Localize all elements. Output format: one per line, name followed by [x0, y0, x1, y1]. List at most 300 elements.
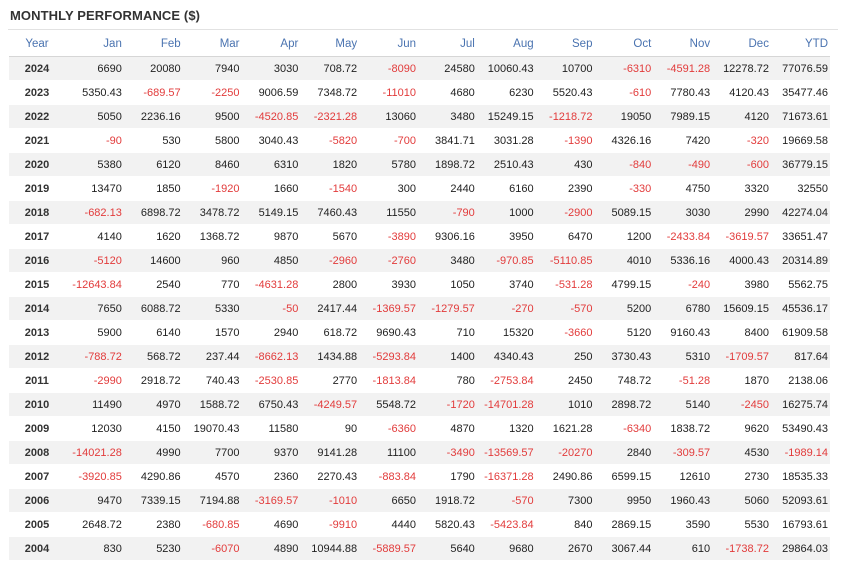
- month-value-cell: 6088.72: [124, 297, 183, 321]
- month-value-cell: 3320: [712, 177, 771, 201]
- month-value-cell: 7339.15: [124, 489, 183, 513]
- month-value-cell: -1010: [300, 489, 359, 513]
- month-value-cell: 4140: [65, 225, 124, 249]
- ytd-cell: 45536.17: [771, 297, 830, 321]
- month-value-cell: 2380: [124, 513, 183, 537]
- month-value-cell: 3030: [242, 57, 301, 81]
- month-value-cell: -6070: [183, 537, 242, 561]
- month-value-cell: 2840: [594, 441, 653, 465]
- column-header-nov: Nov: [653, 32, 712, 57]
- month-value-cell: -90: [65, 129, 124, 153]
- column-header-jul: Jul: [418, 32, 477, 57]
- column-header-jan: Jan: [65, 32, 124, 57]
- month-value-cell: -610: [594, 81, 653, 105]
- month-value-cell: 4340.43: [477, 345, 536, 369]
- month-value-cell: 2670: [536, 537, 595, 561]
- month-value-cell: 11100: [359, 441, 418, 465]
- month-value-cell: 7348.72: [300, 81, 359, 105]
- month-value-cell: -2960: [300, 249, 359, 273]
- month-value-cell: -2760: [359, 249, 418, 273]
- month-value-cell: 3740: [477, 273, 536, 297]
- month-value-cell: -4520.85: [242, 105, 301, 129]
- table-row: [9, 369, 830, 393]
- month-value-cell: -1390: [536, 129, 595, 153]
- month-value-cell: -270: [477, 297, 536, 321]
- month-value-cell: 4120: [712, 105, 771, 129]
- month-value-cell: -1709.57: [712, 345, 771, 369]
- month-value-cell: 7989.15: [653, 105, 712, 129]
- ytd-cell: 817.64: [771, 345, 830, 369]
- ytd-cell: 5562.75: [771, 273, 830, 297]
- month-value-cell: -5293.84: [359, 345, 418, 369]
- column-header-feb: Feb: [124, 32, 183, 57]
- year-cell: 2004: [9, 537, 65, 561]
- month-value-cell: 9306.16: [418, 225, 477, 249]
- month-value-cell: 19070.43: [183, 417, 242, 441]
- ytd-cell: 16793.61: [771, 513, 830, 537]
- month-value-cell: 5120: [594, 321, 653, 345]
- year-cell: 2005: [9, 513, 65, 537]
- month-value-cell: 2417.44: [300, 297, 359, 321]
- month-value-cell: 530: [124, 129, 183, 153]
- table-row: [9, 57, 830, 81]
- month-value-cell: -790: [418, 201, 477, 225]
- year-cell: 2020: [9, 153, 65, 177]
- table-row: [9, 393, 830, 417]
- month-value-cell: 1570: [183, 321, 242, 345]
- month-value-cell: -2530.85: [242, 369, 301, 393]
- month-value-cell: -11010: [359, 81, 418, 105]
- month-value-cell: 2918.72: [124, 369, 183, 393]
- month-value-cell: -6340: [594, 417, 653, 441]
- month-value-cell: 9160.43: [653, 321, 712, 345]
- ytd-cell: 77076.59: [771, 57, 830, 81]
- month-value-cell: 9620: [712, 417, 771, 441]
- month-value-cell: -1218.72: [536, 105, 595, 129]
- month-value-cell: 1320: [477, 417, 536, 441]
- month-value-cell: 4120.43: [712, 81, 771, 105]
- month-value-cell: -531.28: [536, 273, 595, 297]
- month-value-cell: 3930: [359, 273, 418, 297]
- table-row: [9, 297, 830, 321]
- month-value-cell: 1790: [418, 465, 477, 489]
- month-value-cell: 7460.43: [300, 201, 359, 225]
- ytd-cell: 19669.58: [771, 129, 830, 153]
- table-row: [9, 273, 830, 297]
- month-value-cell: 1918.72: [418, 489, 477, 513]
- month-value-cell: -883.84: [359, 465, 418, 489]
- month-value-cell: -2450: [712, 393, 771, 417]
- month-value-cell: 840: [536, 513, 595, 537]
- month-value-cell: 1850: [124, 177, 183, 201]
- ytd-cell: 71673.61: [771, 105, 830, 129]
- table-row: [9, 201, 830, 225]
- ytd-cell: 36779.15: [771, 153, 830, 177]
- month-value-cell: -330: [594, 177, 653, 201]
- month-value-cell: 10944.88: [300, 537, 359, 561]
- month-value-cell: 430: [536, 153, 595, 177]
- month-value-cell: -320: [712, 129, 771, 153]
- table-row: [9, 489, 830, 513]
- column-header-apr: Apr: [242, 32, 301, 57]
- month-value-cell: 2440: [418, 177, 477, 201]
- month-value-cell: -2433.84: [653, 225, 712, 249]
- month-value-cell: 2940: [242, 321, 301, 345]
- ytd-cell: 33651.47: [771, 225, 830, 249]
- month-value-cell: -2990: [65, 369, 124, 393]
- table-row: [9, 345, 830, 369]
- month-value-cell: 11550: [359, 201, 418, 225]
- month-value-cell: 4970: [124, 393, 183, 417]
- month-value-cell: -5423.84: [477, 513, 536, 537]
- month-value-cell: 6230: [477, 81, 536, 105]
- month-value-cell: 1200: [594, 225, 653, 249]
- month-value-cell: 5640: [418, 537, 477, 561]
- month-value-cell: -3920.85: [65, 465, 124, 489]
- month-value-cell: 1000: [477, 201, 536, 225]
- table-row: [9, 537, 830, 561]
- table-row: [9, 105, 830, 129]
- month-value-cell: -3619.57: [712, 225, 771, 249]
- month-value-cell: 6690: [65, 57, 124, 81]
- month-value-cell: -13569.57: [477, 441, 536, 465]
- month-value-cell: 10060.43: [477, 57, 536, 81]
- month-value-cell: 3480: [418, 249, 477, 273]
- month-value-cell: -1540: [300, 177, 359, 201]
- month-value-cell: 4850: [242, 249, 301, 273]
- month-value-cell: 2770: [300, 369, 359, 393]
- month-value-cell: 9006.59: [242, 81, 301, 105]
- table-row: [9, 321, 830, 345]
- month-value-cell: 5350.43: [65, 81, 124, 105]
- month-value-cell: 7940: [183, 57, 242, 81]
- column-header-sep: Sep: [536, 32, 595, 57]
- month-value-cell: -1738.72: [712, 537, 771, 561]
- month-value-cell: 10700: [536, 57, 595, 81]
- month-value-cell: 2236.16: [124, 105, 183, 129]
- column-header-year: Year: [9, 32, 65, 57]
- month-value-cell: -5120: [65, 249, 124, 273]
- month-value-cell: 740.43: [183, 369, 242, 393]
- year-cell: 2009: [9, 417, 65, 441]
- month-value-cell: 1838.72: [653, 417, 712, 441]
- month-value-cell: -6310: [594, 57, 653, 81]
- month-value-cell: 300: [359, 177, 418, 201]
- month-value-cell: 3730.43: [594, 345, 653, 369]
- month-value-cell: 3030: [653, 201, 712, 225]
- month-value-cell: -4591.28: [653, 57, 712, 81]
- year-cell: 2010: [9, 393, 65, 417]
- month-value-cell: 9500: [183, 105, 242, 129]
- month-value-cell: 4890: [242, 537, 301, 561]
- year-cell: 2024: [9, 57, 65, 81]
- month-value-cell: 12278.72: [712, 57, 771, 81]
- month-value-cell: -1920: [183, 177, 242, 201]
- month-value-cell: 5089.15: [594, 201, 653, 225]
- month-value-cell: 4010: [594, 249, 653, 273]
- month-value-cell: 3590: [653, 513, 712, 537]
- month-value-cell: -600: [712, 153, 771, 177]
- month-value-cell: 960: [183, 249, 242, 273]
- month-value-cell: 1820: [300, 153, 359, 177]
- month-value-cell: 5140: [653, 393, 712, 417]
- month-value-cell: -570: [536, 297, 595, 321]
- year-cell: 2023: [9, 81, 65, 105]
- month-value-cell: -5889.57: [359, 537, 418, 561]
- month-value-cell: 11580: [242, 417, 301, 441]
- month-value-cell: 5548.72: [359, 393, 418, 417]
- month-value-cell: -2321.28: [300, 105, 359, 129]
- month-value-cell: 5060: [712, 489, 771, 513]
- ytd-cell: 32550: [771, 177, 830, 201]
- month-value-cell: 5310: [653, 345, 712, 369]
- panel-title: MONTHLY PERFORMANCE ($): [10, 8, 201, 23]
- month-value-cell: 1050: [418, 273, 477, 297]
- ytd-cell: 29864.03: [771, 537, 830, 561]
- year-cell: 2007: [9, 465, 65, 489]
- month-value-cell: -788.72: [65, 345, 124, 369]
- month-value-cell: -490: [653, 153, 712, 177]
- column-header-mar: Mar: [183, 32, 242, 57]
- month-value-cell: 7650: [65, 297, 124, 321]
- table-row: [9, 153, 830, 177]
- month-value-cell: 2730: [712, 465, 771, 489]
- month-value-cell: 9141.28: [300, 441, 359, 465]
- ytd-cell: -1989.14: [771, 441, 830, 465]
- month-value-cell: 2869.15: [594, 513, 653, 537]
- month-value-cell: 6160: [477, 177, 536, 201]
- month-value-cell: 5149.15: [242, 201, 301, 225]
- month-value-cell: 14600: [124, 249, 183, 273]
- month-value-cell: 2540: [124, 273, 183, 297]
- month-value-cell: -3660: [536, 321, 595, 345]
- month-value-cell: 2270.43: [300, 465, 359, 489]
- ytd-cell: 52093.61: [771, 489, 830, 513]
- month-value-cell: 748.72: [594, 369, 653, 393]
- table-row: [9, 81, 830, 105]
- year-cell: 2015: [9, 273, 65, 297]
- month-value-cell: 1621.28: [536, 417, 595, 441]
- ytd-cell: 35477.46: [771, 81, 830, 105]
- month-value-cell: 7780.43: [653, 81, 712, 105]
- month-value-cell: 5780: [359, 153, 418, 177]
- table-row: [9, 513, 830, 537]
- ytd-cell: 18535.33: [771, 465, 830, 489]
- month-value-cell: 8400: [712, 321, 771, 345]
- month-value-cell: 4799.15: [594, 273, 653, 297]
- month-value-cell: 7700: [183, 441, 242, 465]
- month-value-cell: -3169.57: [242, 489, 301, 513]
- month-value-cell: 6599.15: [594, 465, 653, 489]
- month-value-cell: 3841.71: [418, 129, 477, 153]
- month-value-cell: -9910: [300, 513, 359, 537]
- month-value-cell: 6140: [124, 321, 183, 345]
- table-row: [9, 177, 830, 201]
- month-value-cell: 13060: [359, 105, 418, 129]
- table-header-row: [9, 32, 830, 57]
- month-value-cell: 4440: [359, 513, 418, 537]
- year-cell: 2012: [9, 345, 65, 369]
- month-value-cell: 5670: [300, 225, 359, 249]
- month-value-cell: -2900: [536, 201, 595, 225]
- month-value-cell: 4870: [418, 417, 477, 441]
- month-value-cell: 237.44: [183, 345, 242, 369]
- month-value-cell: 250: [536, 345, 595, 369]
- month-value-cell: -840: [594, 153, 653, 177]
- month-value-cell: 8460: [183, 153, 242, 177]
- column-header-may: May: [300, 32, 359, 57]
- month-value-cell: 780: [418, 369, 477, 393]
- year-cell: 2022: [9, 105, 65, 129]
- ytd-cell: 42274.04: [771, 201, 830, 225]
- month-value-cell: 4690: [242, 513, 301, 537]
- month-value-cell: -1369.57: [359, 297, 418, 321]
- ytd-cell: 2138.06: [771, 369, 830, 393]
- year-cell: 2008: [9, 441, 65, 465]
- performance-table: [9, 32, 830, 561]
- month-value-cell: -4249.57: [300, 393, 359, 417]
- month-value-cell: 2510.43: [477, 153, 536, 177]
- month-value-cell: 6750.43: [242, 393, 301, 417]
- month-value-cell: 1960.43: [653, 489, 712, 513]
- column-header-aug: Aug: [477, 32, 536, 57]
- month-value-cell: -8090: [359, 57, 418, 81]
- month-value-cell: 11490: [65, 393, 124, 417]
- month-value-cell: 4680: [418, 81, 477, 105]
- year-cell: 2018: [9, 201, 65, 225]
- month-value-cell: 5820.43: [418, 513, 477, 537]
- month-value-cell: 1588.72: [183, 393, 242, 417]
- month-value-cell: 2450: [536, 369, 595, 393]
- year-cell: 2019: [9, 177, 65, 201]
- month-value-cell: 3040.43: [242, 129, 301, 153]
- month-value-cell: -2753.84: [477, 369, 536, 393]
- column-header-dec: Dec: [712, 32, 771, 57]
- month-value-cell: -700: [359, 129, 418, 153]
- month-value-cell: 4326.16: [594, 129, 653, 153]
- month-value-cell: -12643.84: [65, 273, 124, 297]
- month-value-cell: -2250: [183, 81, 242, 105]
- month-value-cell: -3890: [359, 225, 418, 249]
- month-value-cell: 6780: [653, 297, 712, 321]
- month-value-cell: 5900: [65, 321, 124, 345]
- month-value-cell: 9870: [242, 225, 301, 249]
- table-row: [9, 417, 830, 441]
- month-value-cell: 5230: [124, 537, 183, 561]
- month-value-cell: 9680: [477, 537, 536, 561]
- month-value-cell: -240: [653, 273, 712, 297]
- column-header-ytd: YTD: [771, 32, 830, 57]
- month-value-cell: 1870: [712, 369, 771, 393]
- month-value-cell: 20080: [124, 57, 183, 81]
- month-value-cell: 610: [653, 537, 712, 561]
- month-value-cell: 6310: [242, 153, 301, 177]
- month-value-cell: 5330: [183, 297, 242, 321]
- ytd-cell: 61909.58: [771, 321, 830, 345]
- month-value-cell: 4150: [124, 417, 183, 441]
- month-value-cell: 13470: [65, 177, 124, 201]
- month-value-cell: 770: [183, 273, 242, 297]
- year-cell: 2016: [9, 249, 65, 273]
- month-value-cell: 618.72: [300, 321, 359, 345]
- month-value-cell: 9470: [65, 489, 124, 513]
- year-cell: 2014: [9, 297, 65, 321]
- month-value-cell: -5820: [300, 129, 359, 153]
- month-value-cell: 568.72: [124, 345, 183, 369]
- month-value-cell: 6898.72: [124, 201, 183, 225]
- month-value-cell: 1400: [418, 345, 477, 369]
- month-value-cell: -309.57: [653, 441, 712, 465]
- year-cell: 2006: [9, 489, 65, 513]
- month-value-cell: -50: [242, 297, 301, 321]
- month-value-cell: 5336.16: [653, 249, 712, 273]
- month-value-cell: 1620: [124, 225, 183, 249]
- month-value-cell: 2490.86: [536, 465, 595, 489]
- year-cell: 2021: [9, 129, 65, 153]
- month-value-cell: -6360: [359, 417, 418, 441]
- ytd-cell: 16275.74: [771, 393, 830, 417]
- month-value-cell: 2360: [242, 465, 301, 489]
- month-value-cell: 15320: [477, 321, 536, 345]
- month-value-cell: 708.72: [300, 57, 359, 81]
- month-value-cell: 2990: [712, 201, 771, 225]
- month-value-cell: 3480: [418, 105, 477, 129]
- ytd-cell: 20314.89: [771, 249, 830, 273]
- year-cell: 2011: [9, 369, 65, 393]
- month-value-cell: 1434.88: [300, 345, 359, 369]
- column-header-jun: Jun: [359, 32, 418, 57]
- month-value-cell: 4990: [124, 441, 183, 465]
- month-value-cell: -689.57: [124, 81, 183, 105]
- month-value-cell: 1898.72: [418, 153, 477, 177]
- month-value-cell: 5530: [712, 513, 771, 537]
- month-value-cell: -14701.28: [477, 393, 536, 417]
- month-value-cell: -8662.13: [242, 345, 301, 369]
- month-value-cell: 4530: [712, 441, 771, 465]
- year-cell: 2013: [9, 321, 65, 345]
- month-value-cell: -1279.57: [418, 297, 477, 321]
- month-value-cell: 1368.72: [183, 225, 242, 249]
- month-value-cell: 4570: [183, 465, 242, 489]
- month-value-cell: 6120: [124, 153, 183, 177]
- month-value-cell: 6650: [359, 489, 418, 513]
- month-value-cell: 90: [300, 417, 359, 441]
- month-value-cell: 4000.43: [712, 249, 771, 273]
- month-value-cell: 1010: [536, 393, 595, 417]
- month-value-cell: 710: [418, 321, 477, 345]
- month-value-cell: 7194.88: [183, 489, 242, 513]
- month-value-cell: 2648.72: [65, 513, 124, 537]
- month-value-cell: 5520.43: [536, 81, 595, 105]
- month-value-cell: 7300: [536, 489, 595, 513]
- month-value-cell: 19050: [594, 105, 653, 129]
- month-value-cell: 1660: [242, 177, 301, 201]
- month-value-cell: 15609.15: [712, 297, 771, 321]
- month-value-cell: 9950: [594, 489, 653, 513]
- ytd-cell: 53490.43: [771, 417, 830, 441]
- month-value-cell: 830: [65, 537, 124, 561]
- month-value-cell: 5200: [594, 297, 653, 321]
- month-value-cell: -1813.84: [359, 369, 418, 393]
- month-value-cell: 7420: [653, 129, 712, 153]
- month-value-cell: -5110.85: [536, 249, 595, 273]
- month-value-cell: 4750: [653, 177, 712, 201]
- month-value-cell: 3980: [712, 273, 771, 297]
- month-value-cell: -680.85: [183, 513, 242, 537]
- column-header-oct: Oct: [594, 32, 653, 57]
- title-divider: [8, 29, 838, 30]
- month-value-cell: -16371.28: [477, 465, 536, 489]
